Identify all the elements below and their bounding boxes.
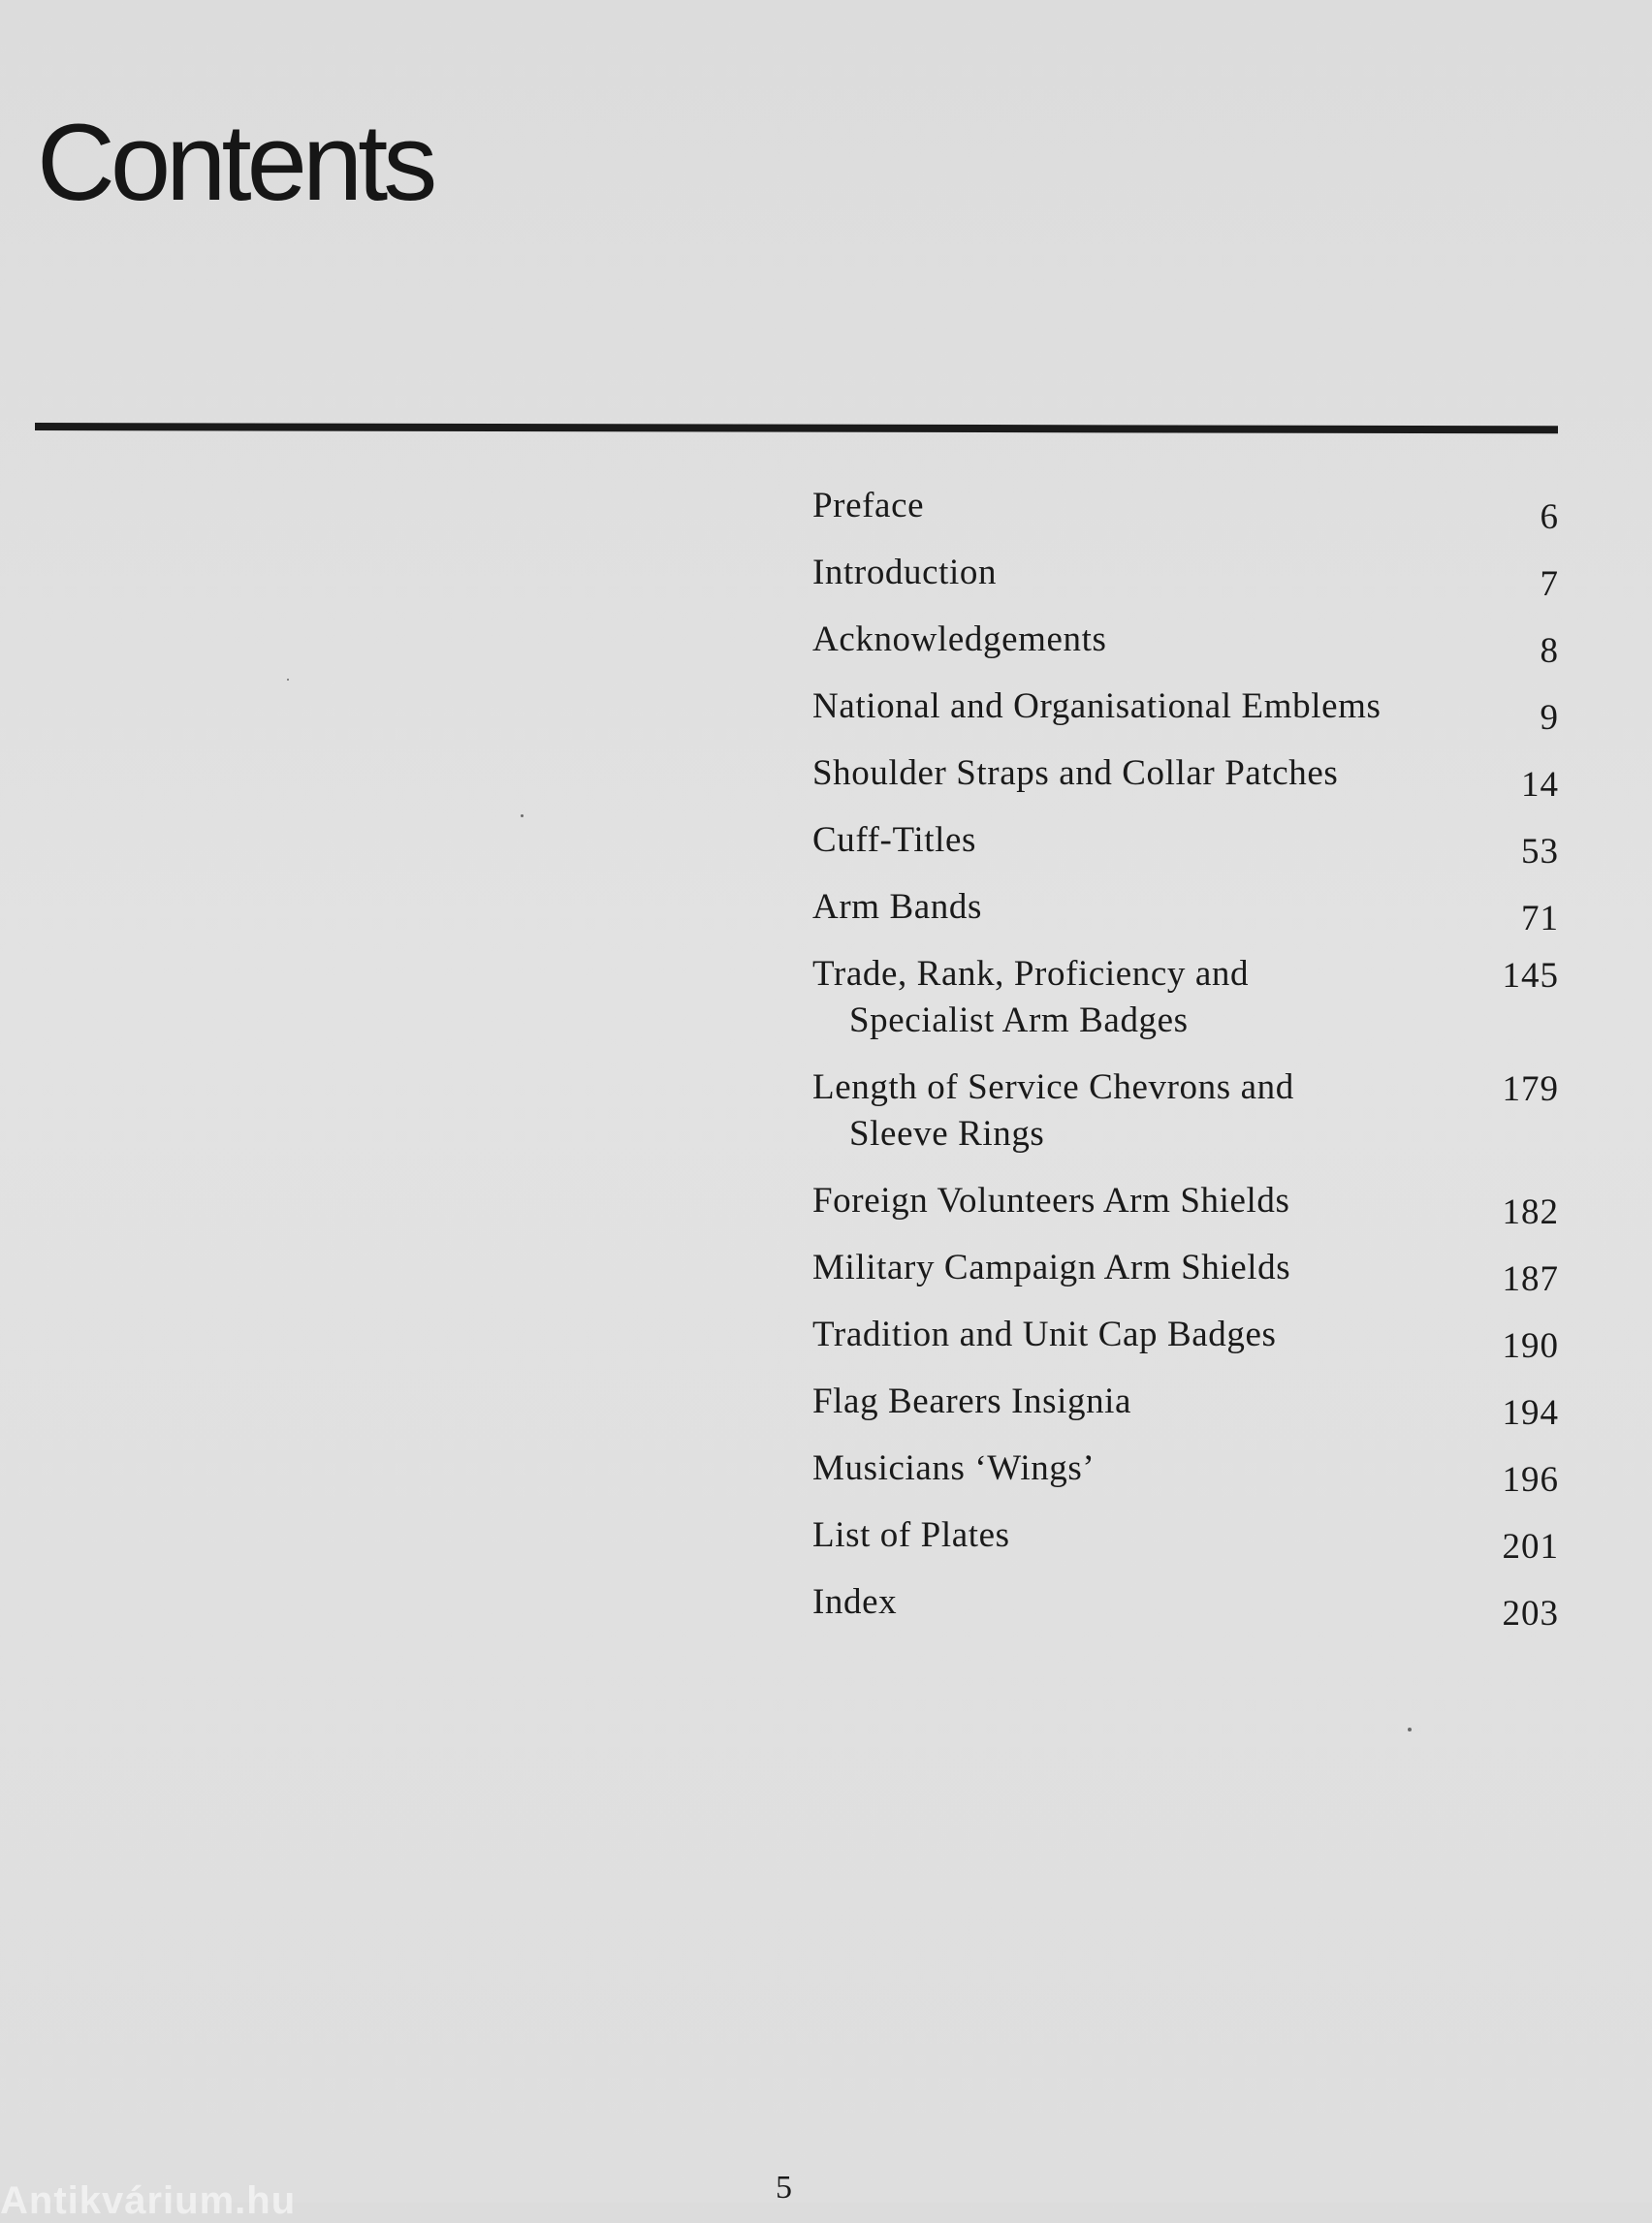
toc-entry-title: Trade, Rank, Proficiency and Specialist Arm Badges [812, 954, 1250, 1040]
toc-entry-title: Index [812, 1582, 898, 1622]
page-title: Contents [37, 102, 433, 223]
toc-entry [812, 1178, 1559, 1245]
toc-entry-page: 6 [1540, 497, 1559, 537]
toc-entry [812, 683, 1559, 750]
toc-entry-title: Military Campaign Arm Shields [812, 1248, 1291, 1287]
toc-entry-title: Flag Bearers Insignia [812, 1381, 1132, 1421]
toc-entry-title: Length of Service Chevrons and Sleeve Rings [812, 1067, 1294, 1154]
toc-entry-title: Shoulder Straps and Collar Patches [812, 753, 1339, 793]
toc-entry [812, 1445, 1559, 1512]
toc-entry [812, 1379, 1559, 1445]
toc-entry [812, 750, 1559, 817]
paper-speck [521, 814, 524, 817]
watermark: Antikvárium.hu [0, 2179, 297, 2222]
table-of-contents [812, 483, 1559, 1646]
toc-entry-page: 71 [1521, 899, 1559, 938]
toc-entry-page: 14 [1521, 765, 1559, 805]
toc-entry-page: 187 [1502, 1259, 1559, 1299]
toc-entry-title: Cuff-Titles [812, 820, 977, 860]
toc-entry-title: Arm Bands [812, 887, 982, 927]
toc-entry-page: 145 [1502, 956, 1559, 996]
toc-entry [812, 617, 1559, 683]
toc-entry-page: 201 [1502, 1527, 1559, 1567]
toc-entry-page: 179 [1502, 1069, 1559, 1109]
toc-entry-page: 194 [1502, 1393, 1559, 1433]
toc-entry [812, 817, 1559, 884]
toc-entry [812, 483, 1559, 550]
toc-entry [812, 1064, 1559, 1178]
paper-speck [287, 679, 289, 681]
toc-entry-page: 53 [1521, 832, 1559, 872]
page-number: 5 [776, 2170, 792, 2206]
toc-entry-page: 8 [1540, 631, 1559, 671]
toc-entry-title: Foreign Volunteers Arm Shields [812, 1181, 1290, 1221]
toc-entry [812, 1512, 1559, 1579]
paper-speck [1408, 1728, 1412, 1731]
toc-entry-page: 196 [1502, 1460, 1559, 1500]
toc-entry-title: List of Plates [812, 1515, 1010, 1555]
toc-entry-title: Introduction [812, 553, 998, 592]
toc-entry-title: National and Organisational Emblems [812, 686, 1382, 726]
toc-entry-title: Preface [812, 486, 925, 525]
toc-entry-page: 7 [1540, 564, 1559, 604]
toc-entry-page: 9 [1540, 698, 1559, 738]
toc-entry [812, 1579, 1559, 1646]
toc-entry [812, 884, 1559, 951]
toc-entry [812, 1245, 1559, 1312]
toc-entry [812, 550, 1559, 617]
toc-entry [812, 1312, 1559, 1379]
toc-entry-page: 182 [1502, 1192, 1559, 1232]
toc-entry-page: 190 [1502, 1326, 1559, 1366]
toc-entry-page: 203 [1502, 1594, 1559, 1634]
toc-entry-title: Tradition and Unit Cap Badges [812, 1315, 1277, 1354]
toc-entry [812, 951, 1559, 1064]
toc-entry-title: Acknowledgements [812, 619, 1107, 659]
title-rule [35, 423, 1558, 433]
toc-entry-title: Musicians ‘Wings’ [812, 1448, 1096, 1488]
